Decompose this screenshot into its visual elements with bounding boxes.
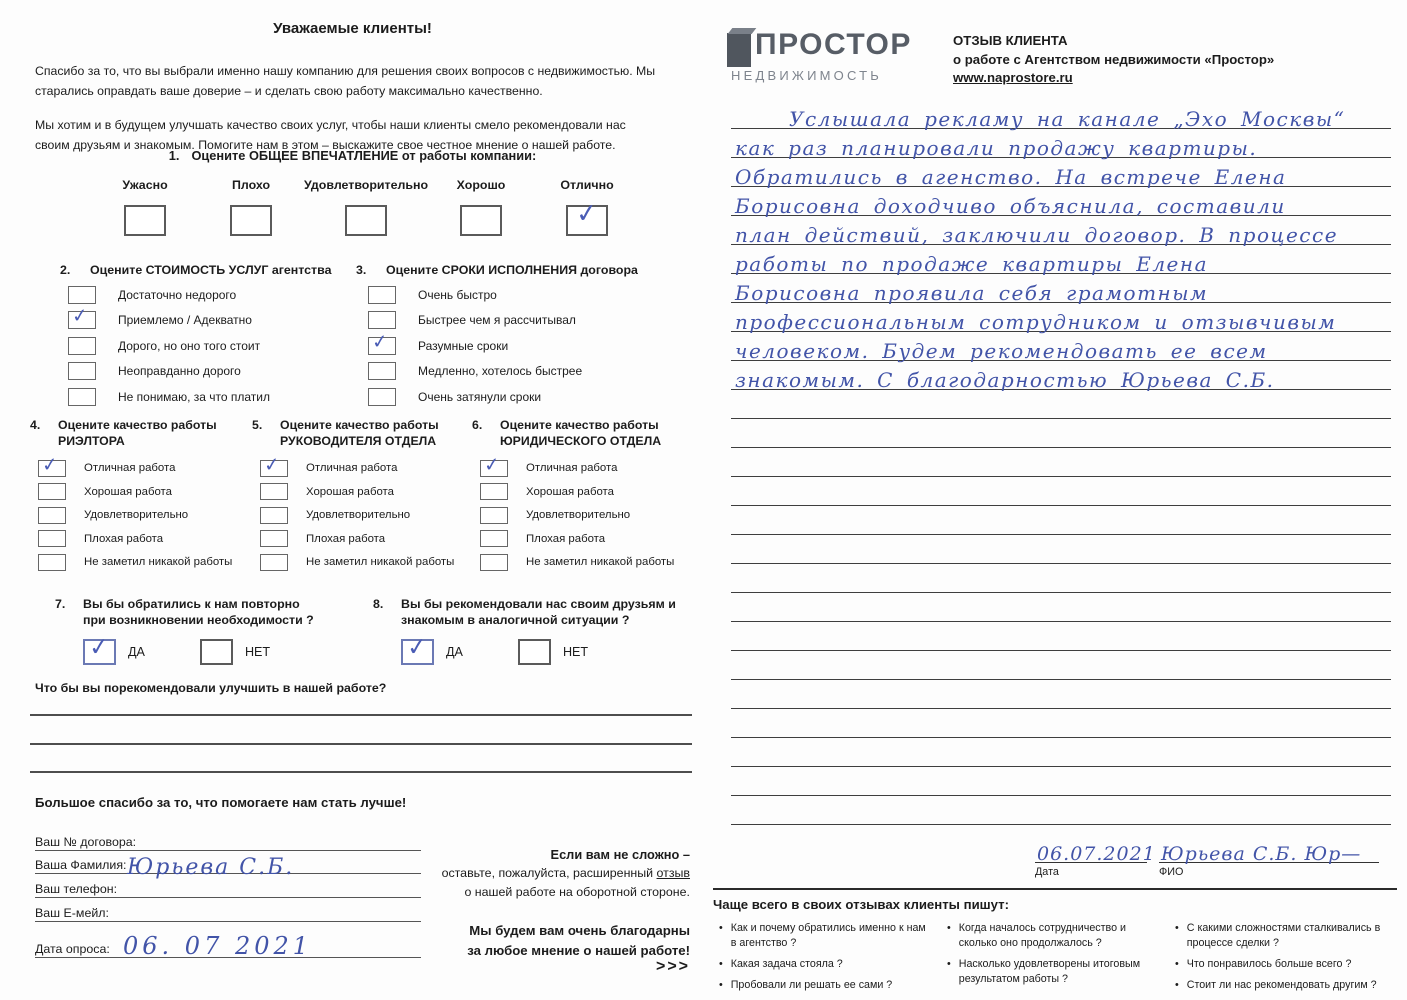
q3-option-row — [356, 362, 686, 380]
handwritten-line: профессиональным сотрудником и отзывчивым — [731, 303, 1391, 332]
field-label: Ваш № договора: — [35, 835, 137, 849]
q2-option-5-checkbox[interactable] — [68, 388, 96, 406]
no-label: НЕТ — [244, 645, 271, 660]
q2-option-row — [60, 388, 356, 406]
review-subtitle: о работе с Агентством недвижимости «Простор» — [953, 51, 1275, 67]
q1-option-1-checkbox[interactable] — [124, 205, 166, 236]
q6-option-5-checkbox[interactable] — [480, 554, 508, 571]
rating-option-terrible — [92, 178, 198, 236]
rating-label: Плохо — [231, 178, 271, 192]
hint-item: • Насколько удовлетворены итоговым результатом работы ? — [941, 957, 1155, 987]
question-2-heading — [60, 262, 356, 278]
checkmark-icon: ✓ — [482, 453, 502, 477]
name-label: ФИО — [1159, 866, 1184, 878]
logo-subtitle: НЕДВИЖИМОСТЬ — [731, 68, 882, 83]
ruled-line — [731, 419, 1391, 448]
rating-option-good — [428, 178, 534, 236]
option-label: Удовлетворительно — [84, 509, 189, 522]
ruled-line — [731, 738, 1391, 767]
logo-cube-icon — [727, 33, 751, 67]
questions-4-5-6 — [30, 418, 698, 571]
option-label: Приемлемо / Адекватно — [118, 313, 252, 328]
question-2 — [60, 262, 356, 406]
review-page — [707, 0, 1407, 1000]
hints-column-3 — [1169, 921, 1397, 999]
ruled-line — [731, 477, 1391, 506]
ruled-line — [731, 390, 1391, 419]
review-word-underlined: отзыв — [656, 866, 690, 881]
hints-column-1 — [713, 921, 941, 999]
page-title: Уважаемые клиенты! — [273, 20, 432, 37]
question-number: 2. — [60, 263, 71, 277]
option-label: Разумные сроки — [418, 338, 509, 353]
no-label: НЕТ — [562, 645, 589, 660]
hints-column-2 — [941, 921, 1169, 999]
q5-option-5-checkbox[interactable] — [260, 554, 288, 571]
q5-option-2-checkbox[interactable] — [260, 483, 288, 500]
rating-label: Отлично — [560, 178, 614, 192]
surname-field[interactable] — [35, 851, 421, 880]
option-label: Медленно, хотелось быстрее — [418, 364, 583, 379]
rating-label: Хорошо — [456, 178, 506, 192]
q8-yes-checkbox[interactable] — [401, 632, 434, 665]
contact-fields — [35, 836, 421, 958]
q3-option-row — [356, 388, 686, 406]
question-3-heading — [356, 262, 686, 278]
option-label: Хорошая работа — [84, 485, 172, 498]
ruled-line — [731, 535, 1391, 564]
review-writing-area — [731, 100, 1391, 825]
note-line-3: о нашей работе на оборотной стороне. — [464, 884, 690, 899]
q8-yes-no-row — [401, 632, 708, 665]
intro-paragraph-1: Спасибо за то, что вы выбрали именно нашу компанию для решения своих вопросов с недвижимостью. Мы старались оправдать ваше доверие – и сделать свою работу максимально качественно. — [35, 64, 656, 99]
checkmark-icon: ✓ — [70, 304, 90, 328]
handwritten-line: Обратились в агенство. На встрече Елена — [731, 158, 1391, 187]
questions-7-8 — [55, 596, 708, 665]
question-title: Оцените ОБЩЕЕ ВПЕЧАТЛЕНИЕ от работы компании: — [191, 148, 537, 163]
rating-option-bad — [198, 178, 304, 236]
q3-option-row — [356, 329, 686, 355]
q4-option-3-checkbox[interactable] — [38, 507, 66, 524]
option-label: Плохая работа — [526, 532, 606, 545]
q5-option-3-checkbox[interactable] — [260, 507, 288, 524]
note-line-2: оставьте, пожалуйста, расширенный отзыв — [441, 866, 690, 881]
handwritten-line: план действий, заключили договор. В процессе — [731, 216, 1391, 245]
question-number: 6. — [472, 418, 483, 432]
q6-option-row — [472, 483, 698, 500]
prostor-logo — [727, 30, 912, 83]
hint-item: • Когда началось сотрудничество и сколько оно продолжалось ? — [941, 921, 1155, 951]
q5-option-1-checkbox[interactable] — [260, 453, 288, 477]
rating-label: Ужасно — [122, 178, 168, 192]
option-label: Не заметил никакой работы — [306, 556, 455, 569]
turn-page-arrows: >>> — [655, 958, 690, 975]
checkmark-icon: ✓ — [40, 453, 60, 477]
q6-option-4-checkbox[interactable] — [480, 530, 508, 547]
question-6 — [472, 418, 698, 571]
phone-field[interactable] — [35, 874, 421, 898]
q2-option-row — [60, 304, 356, 329]
question-title: Оцените СТОИМОСТЬ УСЛУГ агентства — [90, 263, 332, 277]
q8-no-checkbox[interactable] — [518, 639, 551, 665]
option-label: Плохая работа — [306, 532, 386, 545]
handwritten-line: Борисовна проявила себя грамотным — [731, 274, 1391, 303]
hint-item: • Пробовали ли решать ее сами ? — [713, 978, 927, 993]
q3-option-row — [356, 311, 686, 329]
question-5 — [252, 418, 472, 571]
q4-option-4-checkbox[interactable] — [38, 530, 66, 547]
hint-item: • Что понравилось больше всего ? — [1169, 957, 1383, 972]
q4-option-row — [30, 530, 252, 547]
handwritten-line: знакомым. С благодарностью Юрьева С.Б. — [731, 361, 1391, 390]
ruled-line — [731, 796, 1391, 825]
question-title: Оцените СРОКИ ИСПОЛНЕНИЯ договора — [386, 263, 638, 277]
yes-label: ДА — [446, 645, 463, 660]
q5-option-row — [252, 554, 472, 571]
q3-option-1-checkbox[interactable] — [368, 286, 396, 304]
q5-option-4-checkbox[interactable] — [260, 530, 288, 547]
handwritten-surname: Юрьева С.Б. — [127, 855, 295, 880]
q6-option-row — [472, 507, 698, 524]
option-label: Удовлетворительно — [526, 509, 631, 522]
q4-option-row — [30, 483, 252, 500]
hint-item: • Как и почему обратились именно к нам в агентство ? — [713, 921, 927, 951]
question-title: Вы бы обратились к нам повторно при возникновении необходимости ? — [83, 597, 314, 628]
q6-option-row — [472, 453, 698, 477]
option-label: Отличная работа — [84, 462, 176, 475]
email-field[interactable] — [35, 898, 421, 922]
q4-option-1-checkbox[interactable] — [38, 453, 66, 477]
improvement-question: Что бы вы порекомендовали улучшить в нашей работе? — [35, 681, 387, 695]
option-label: Плохая работа — [84, 532, 164, 545]
option-label: Неоправданно дорого — [118, 364, 241, 379]
q5-option-row — [252, 530, 472, 547]
write-in-line — [30, 743, 692, 745]
overall-rating-scale — [92, 178, 640, 236]
handwritten-line: как раз планировали продажу квартиры. — [731, 129, 1391, 158]
reverse-side-note — [400, 845, 690, 901]
q3-option-3-checkbox[interactable] — [368, 329, 396, 355]
question-number: 8. — [373, 597, 384, 611]
q4-option-2-checkbox[interactable] — [38, 483, 66, 500]
option-label: Быстрее чем я рассчитывал — [418, 313, 576, 328]
q4-option-5-checkbox[interactable] — [38, 554, 66, 571]
checkmark-icon: ✓ — [370, 329, 390, 354]
write-in-line — [30, 771, 692, 773]
q2-option-row — [60, 286, 356, 304]
hint-item: • Какая задача стояла ? — [713, 957, 927, 972]
contract-number-field[interactable] — [35, 836, 421, 851]
option-label: Достаточно недорого — [118, 287, 237, 302]
date-label: Дата — [1035, 866, 1059, 878]
question-number: 3. — [356, 263, 367, 277]
ruled-line — [731, 709, 1391, 738]
q1-option-5-checkbox[interactable] — [566, 197, 608, 236]
q4-option-row — [30, 453, 252, 477]
option-label: Отличная работа — [526, 462, 618, 475]
review-header — [953, 32, 1274, 88]
rating-label: Удовлетворительно — [304, 178, 429, 192]
q3-option-4-checkbox[interactable] — [368, 362, 396, 380]
question-6-heading — [472, 418, 698, 450]
question-7-heading — [55, 596, 373, 628]
ruled-line — [731, 564, 1391, 593]
handwritten-line: Борисовна доходчиво объяснила, составили — [731, 187, 1391, 216]
option-label: Хорошая работа — [526, 485, 614, 498]
q6-option-3-checkbox[interactable] — [480, 507, 508, 524]
question-7 — [55, 596, 373, 665]
field-label: Ваша Фамилия: — [35, 858, 127, 872]
question-3 — [356, 262, 686, 406]
q3-option-2-checkbox[interactable] — [368, 311, 396, 329]
questions-2-3 — [60, 262, 686, 406]
q6-option-2-checkbox[interactable] — [480, 483, 508, 500]
field-label: Ваш Е-мейл: — [35, 906, 109, 920]
q2-option-row — [60, 337, 356, 355]
handwritten-signature-name: Юрьева С.Б. Юр— — [1161, 843, 1362, 865]
option-label: Не заметил никакой работы — [84, 556, 233, 569]
q4-option-row — [30, 554, 252, 571]
question-number: 4. — [30, 418, 41, 432]
q1-option-4-checkbox[interactable] — [460, 205, 502, 236]
gratitude-note: Мы будем вам очень благодарны за любое мнение о нашей работе! — [467, 923, 690, 958]
handwritten-line: Услышала рекламу на канале „Эхо Москвы“ — [731, 100, 1391, 129]
q2-option-row — [60, 362, 356, 380]
checkmark-icon: ✓ — [405, 632, 429, 663]
question-title: Вы бы рекомендовали нас своим друзьям и знакомым в аналогичной ситуации ? — [401, 597, 676, 628]
q5-option-row — [252, 483, 472, 500]
ruled-line — [731, 506, 1391, 535]
checkmark-icon: ✓ — [262, 453, 282, 477]
q4-option-row — [30, 507, 252, 524]
option-label: Удовлетворительно — [306, 509, 411, 522]
checkmark-icon: ✓ — [574, 197, 600, 231]
option-label: Хорошая работа — [306, 485, 394, 498]
thanks-line: Большое спасибо за то, что помогаете нам стать лучше! — [35, 795, 407, 810]
rating-option-satisfactory — [304, 178, 428, 236]
question-8-heading — [373, 596, 708, 628]
q7-yes-no-row — [83, 632, 373, 665]
question-5-heading — [252, 418, 472, 450]
ruled-line — [731, 448, 1391, 477]
hint-item: • Стоит ли нас рекомендовать другим ? — [1169, 978, 1383, 993]
q2-option-3-checkbox[interactable] — [68, 337, 96, 355]
website-link[interactable]: www.naprostore.ru — [953, 70, 1073, 86]
question-title: Оцените качество работы РИЭЛТОРА — [58, 418, 217, 448]
date-line — [1035, 830, 1156, 865]
yes-label: ДА — [128, 645, 145, 660]
survey-date-field[interactable] — [35, 922, 421, 958]
q6-option-1-checkbox[interactable] — [480, 453, 508, 477]
handwritten-line: человеком. Будем рекомендовать ее всем — [731, 332, 1391, 361]
question-number: 1. — [168, 148, 180, 163]
q6-option-row — [472, 554, 698, 571]
q2-option-2-checkbox[interactable] — [68, 304, 96, 329]
hint-item: • С какими сложностями сталкивались в процессе сделки ? — [1169, 921, 1383, 951]
signature-date-block — [1035, 830, 1156, 878]
q2-option-1-checkbox[interactable] — [68, 286, 96, 304]
checkmark-icon: ✓ — [87, 632, 111, 663]
option-label: Очень быстро — [418, 287, 497, 302]
signature-name-block — [1159, 830, 1379, 878]
review-hints-footer — [713, 888, 1397, 999]
option-label: Не заметил никакой работы — [526, 556, 675, 569]
rating-option-excellent — [534, 178, 640, 236]
handwritten-date: 06. 07 2021 — [123, 932, 313, 960]
q2-option-4-checkbox[interactable] — [68, 362, 96, 380]
question-8 — [373, 596, 708, 665]
question-title: Оцените качество работы ЮРИДИЧЕСКОГО ОТДЕЛА — [500, 418, 662, 448]
q5-option-row — [252, 507, 472, 524]
write-in-line — [30, 714, 692, 716]
handwritten-line: работы по продаже квартиры Елена — [731, 245, 1391, 274]
field-label: Ваш телефон: — [35, 882, 118, 896]
q3-option-5-checkbox[interactable] — [368, 388, 396, 406]
q6-option-row — [472, 530, 698, 547]
question-4-heading — [30, 418, 252, 450]
question-number: 5. — [252, 418, 263, 432]
q7-yes-checkbox[interactable] — [83, 632, 116, 665]
handwritten-signature-date: 06.07.2021 — [1037, 843, 1156, 865]
question-number: 7. — [55, 597, 66, 611]
option-label: Дорого, но оно того стоит — [118, 338, 261, 353]
hints-title: Чаще всего в своих отзывах клиенты пишут: — [713, 897, 1010, 912]
name-line — [1159, 830, 1379, 863]
ruled-line — [731, 593, 1391, 622]
intro-paragraph-2: Мы хотим и в будущем улучшать качество своих услуг, чтобы наши клиенты смело рекомендовали нас своим друзьям и знакомым. Помогите нам в этом – выскажите свое честное мнение о нашей работе. — [35, 118, 626, 153]
ruled-line — [731, 651, 1391, 680]
q1-option-3-checkbox[interactable] — [345, 205, 387, 236]
q5-option-row — [252, 453, 472, 477]
option-label: Отличная работа — [306, 462, 398, 475]
field-label: Дата опроса: — [35, 942, 110, 956]
question-title: Оцените качество работы РУКОВОДИТЕЛЯ ОТДЕЛА — [280, 418, 439, 448]
review-title: ОТЗЫВ КЛИЕНТА — [953, 33, 1068, 48]
option-label: Не понимаю, за что платил — [118, 389, 271, 404]
q3-option-row — [356, 286, 686, 304]
option-label: Очень затянули сроки — [418, 389, 542, 404]
q1-option-2-checkbox[interactable] — [230, 205, 272, 236]
question-4 — [30, 418, 252, 571]
logo-name: ПРОСТОР — [755, 28, 912, 61]
ruled-line — [731, 622, 1391, 651]
q7-no-checkbox[interactable] — [200, 639, 233, 665]
note-line-1: Если вам не сложно – — [550, 847, 690, 862]
question-1-heading — [0, 148, 705, 163]
ruled-line — [731, 680, 1391, 709]
ruled-line — [731, 767, 1391, 796]
